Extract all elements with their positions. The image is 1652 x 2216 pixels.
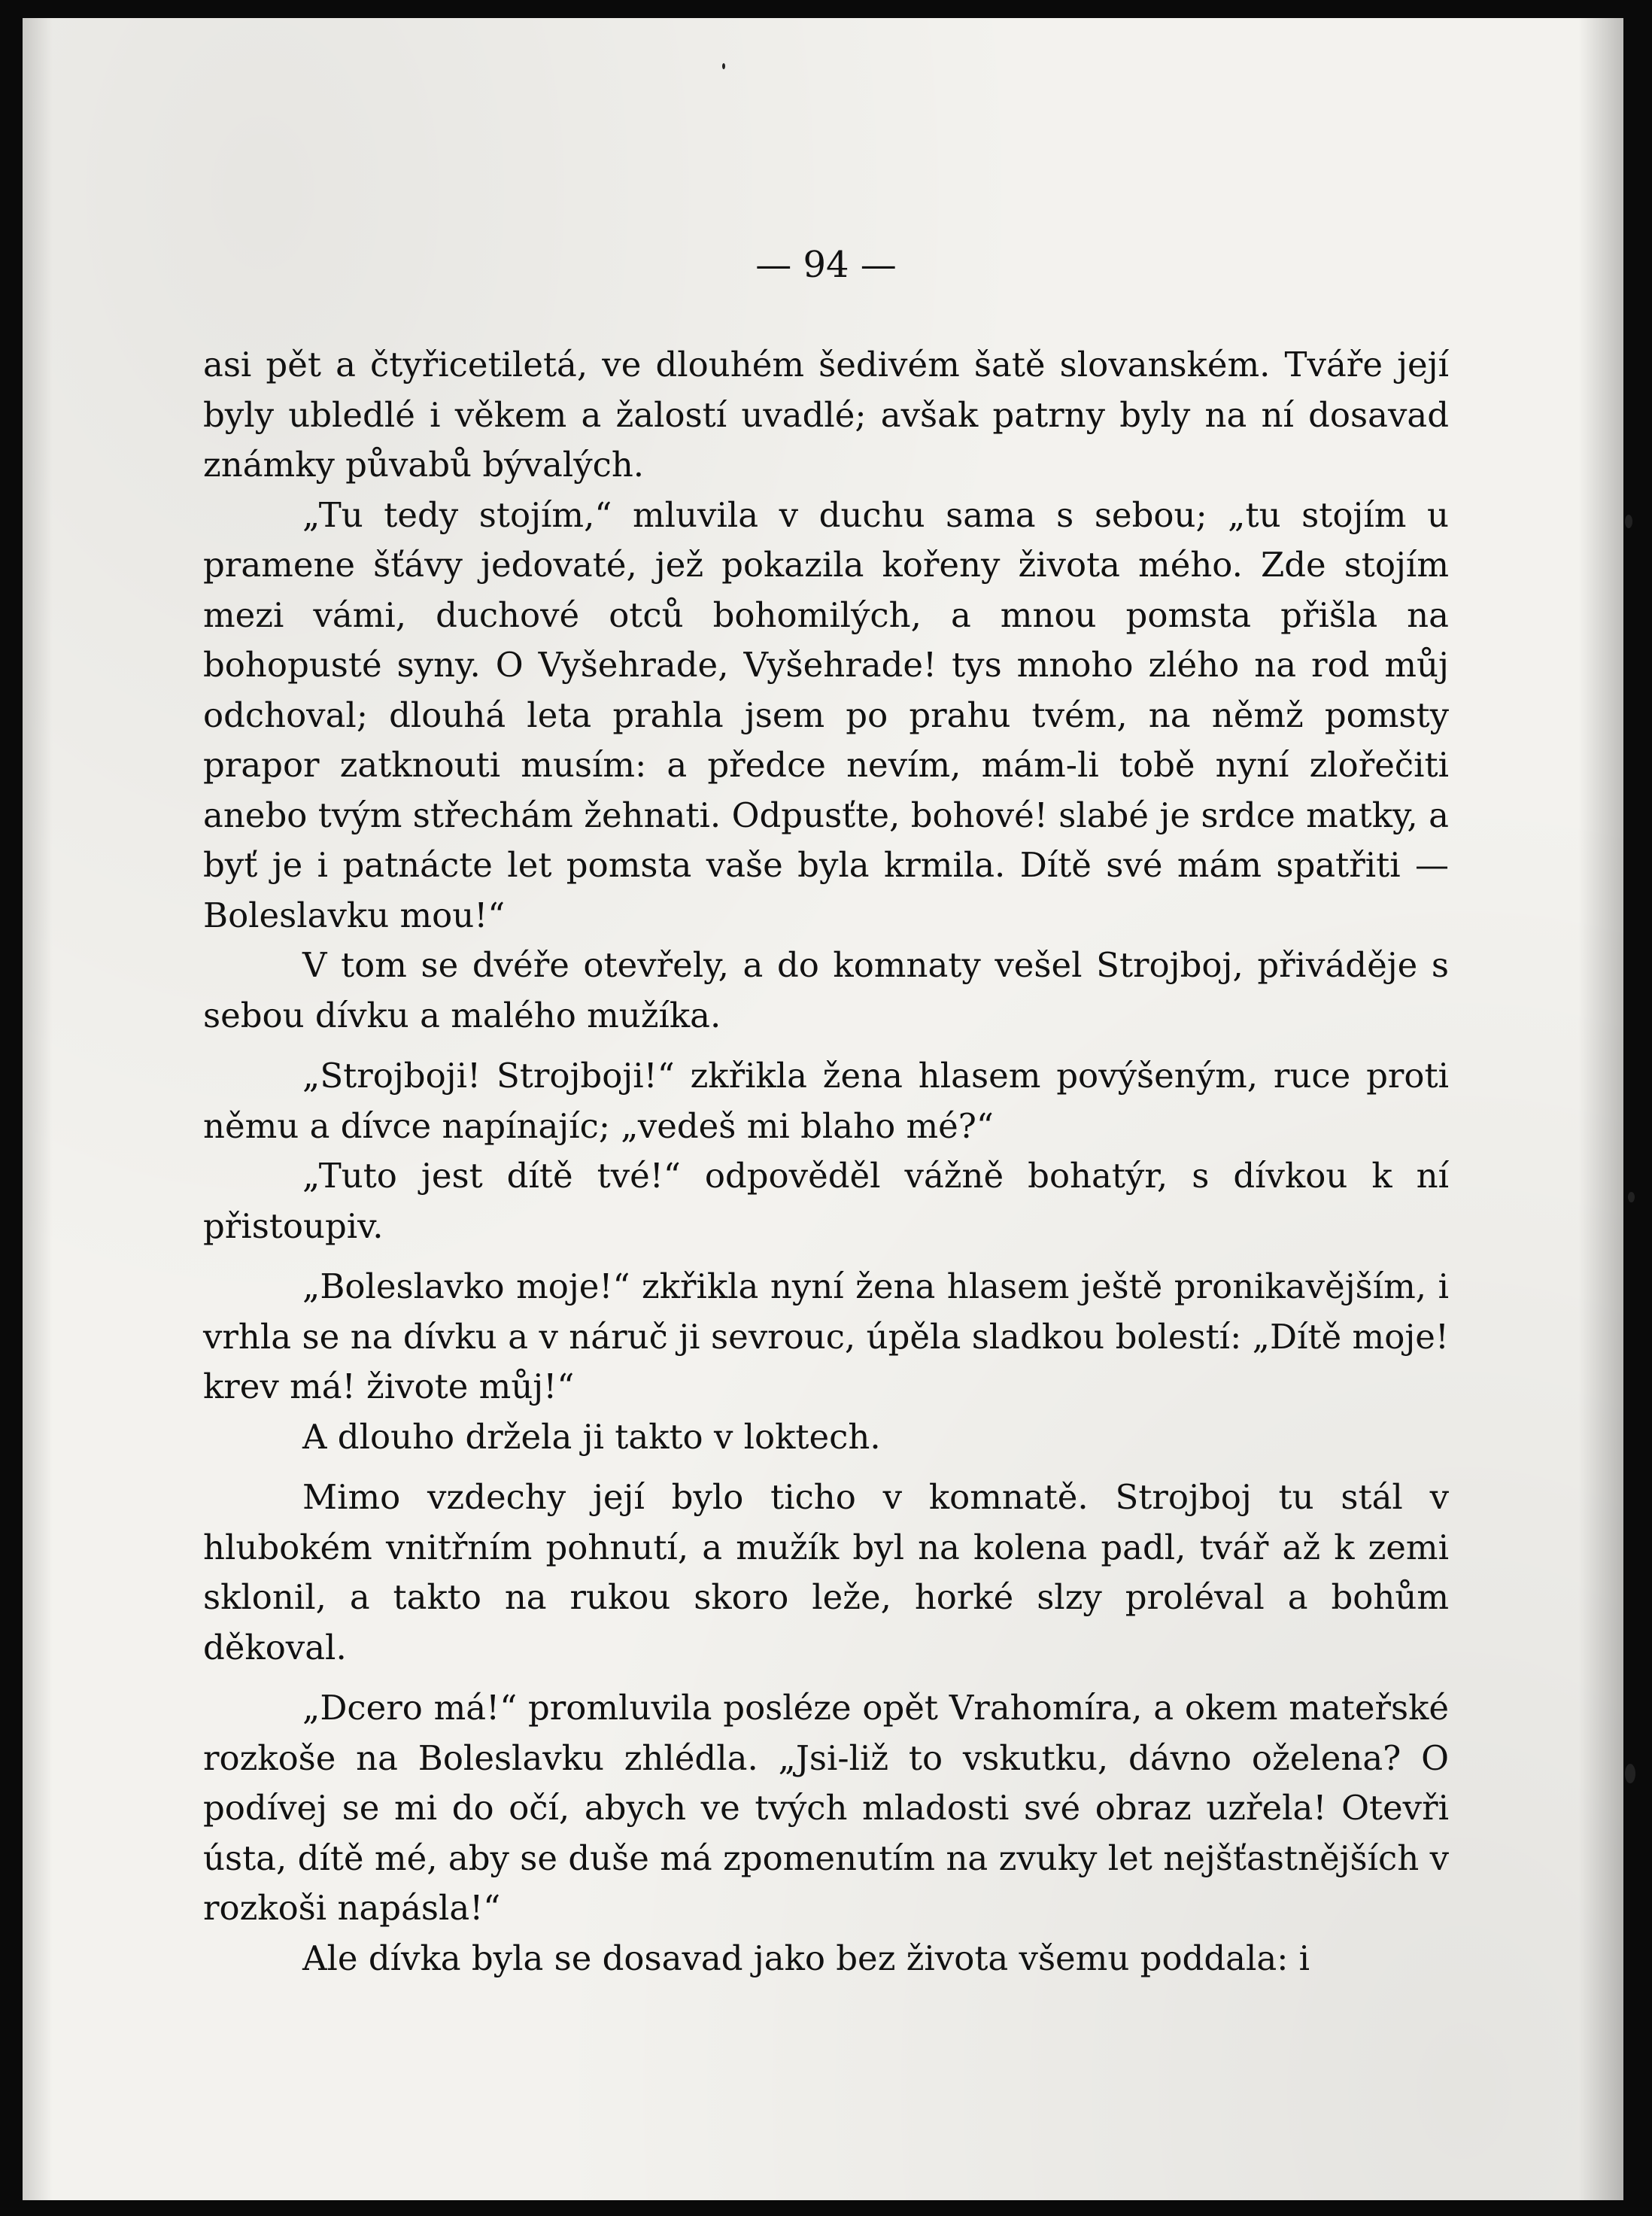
scan-speck xyxy=(722,63,725,69)
paragraph-4: „Strojboji! Strojboji!“ zkřikla žena hlasem povýšeným, ruce proti němu a dívce napínajíc; „vedeš mi blaho mé?“ xyxy=(203,1056,1449,1146)
body-text xyxy=(203,340,1449,1983)
paragraph-8: Mimo vzdechy její bylo ticho v komnatě. Strojboj tu stál v hlubokém vnitřním pohnutí, a mužík byl na kolena padl, tvář až k zemi sklonil, a takto na rukou skoro leže, horké slzy proléval a bohům děkoval. xyxy=(203,1477,1449,1667)
paragraph-7: A dlouho držela ji takto v loktech. xyxy=(302,1416,881,1457)
page-edge-shadow-left xyxy=(23,18,53,2200)
paragraph-9: „Dcero má!“ promluvila posléze opět Vrahomíra, a okem mateřské rozkoše na Boleslavku zhlédla. „Jsi-liž to vskutku, dávno oželena? O podívej se mi do očí, abych ve tvých mladosti své obraz uzřela! Otevři ústa, dítě mé, aby se duše má zpomenutím na zvuky let nejšťastnějších v rozkoši napásla!“ xyxy=(203,1688,1449,1928)
paragraph-5: „Tuto jest dítě tvé!“ odpověděl vážně bohatýr, s dívkou k ní přistoupiv. xyxy=(203,1156,1449,1246)
book-page xyxy=(23,18,1623,2200)
paragraph-2: „Tu tedy stojím,“ mluvila v duchu sama s sebou; „tu stojím u pramene šťávy jedovaté, jež pokazila kořeny života mého. Zde stojím mezi vámi, duchové otců bohomilých, a mnou pomsta přišla na bohopusté syny. O Vyšehrade, Vyšehrade! tys mnoho zlého na rod můj odchoval; dlouhá leta prahla jsem po prahu tvém, na němž pomsty prapor zatknouti musím: a předce nevím, mám-li tobě nyní zlořečiti anebo tvým střechám žehnati. Odpusťte, bohové! slabé je srdce matky, a byť je i patnácte let pomsta vaše byla krmila. Dítě své mám spatřiti — Boleslavku mou!“ xyxy=(203,494,1449,935)
page-number: — 94 — xyxy=(755,244,897,286)
paragraph-10: Ale dívka byla se dosavad jako bez života všemu poddala: i xyxy=(302,1938,1310,1978)
paragraph-3: V tom se dvéře otevřely, a do komnaty vešel Strojboj, přiváděje s sebou dívku a malého mužíka. xyxy=(203,945,1449,1035)
scan-speck xyxy=(1628,1192,1635,1202)
paragraph-6: „Boleslavko moje!“ zkřikla nyní žena hlasem ještě pronikavějším, i vrhla se na dívku a v náruč ji sevrouc, úpěla sladkou bolestí: „Dítě moje! krev má! živote můj!“ xyxy=(203,1266,1449,1406)
page-edge-shadow-right xyxy=(1578,18,1623,2200)
scan-speck xyxy=(1625,515,1632,528)
scan-speck xyxy=(1625,1764,1635,1783)
paragraph-1: asi pět a čtyřicetiletá, ve dlouhém šedivém šatě slovanském. Tváře její byly ubledlé i věkem a žalostí uvadlé; avšak patrny byly na ní dosavad známky půvabů bývalých. xyxy=(203,345,1449,485)
